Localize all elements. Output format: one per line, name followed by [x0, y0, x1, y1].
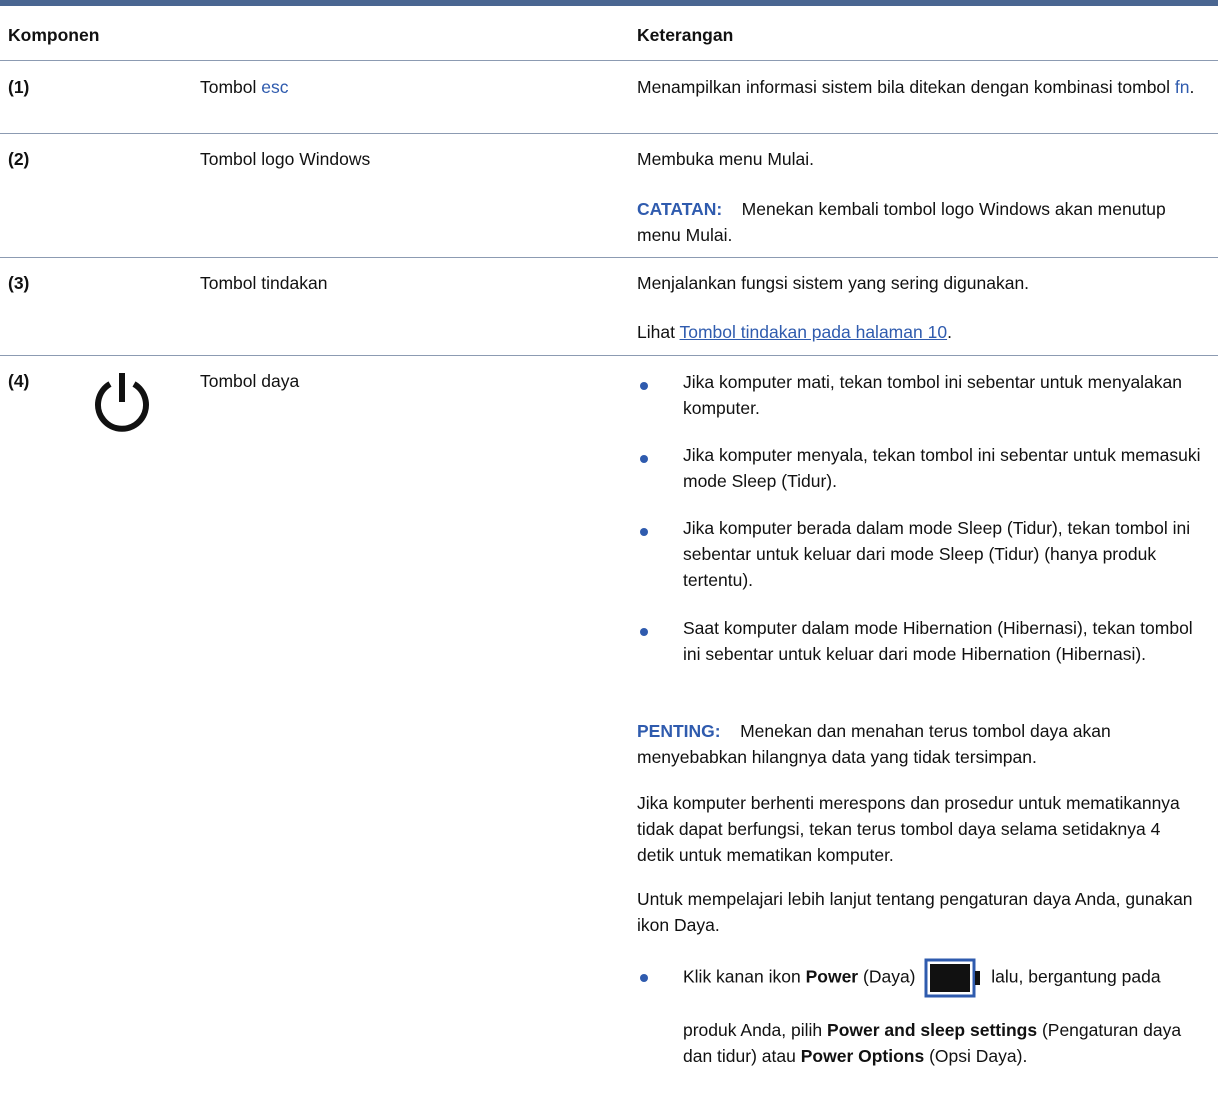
- see-prefix: Lihat: [637, 322, 675, 342]
- important-text: Menekan dan menahan terus tombol daya akan menyebabkan hilangnya data yang tidak tersimpan.: [637, 721, 1111, 767]
- cross-reference-link[interactable]: Tombol tindakan pada halaman 10: [679, 322, 948, 342]
- component-description: Membuka menu Mulai.: [637, 149, 815, 169]
- row-divider: [0, 355, 1218, 356]
- key-fn: fn: [1174, 77, 1190, 97]
- bullet-icon: [640, 382, 648, 390]
- list-item: Jika komputer berada dalam mode Sleep (Tidur), tekan tombol ini sebentar untuk keluar dari mode Sleep (Tidur) (hanya produk tertentu).: [683, 518, 1191, 590]
- table-top-rule: [0, 0, 1218, 6]
- component-description: Menjalankan fungsi sistem yang sering digunakan.: [637, 273, 1030, 293]
- list-item: Jika komputer menyala, tekan tombol ini sebentar untuk memasuki mode Sleep (Tidur).: [683, 445, 1201, 491]
- component-name: Tombol tindakan: [200, 273, 328, 293]
- row-number: (2): [8, 149, 30, 169]
- note-text: Menekan kembali tombol logo Windows akan menutup menu Mulai.: [637, 199, 1166, 245]
- header-divider: [0, 60, 1218, 61]
- header-description: Keterangan: [637, 25, 734, 45]
- component-name: Tombol daya: [200, 371, 300, 391]
- component-label: Tombol: [200, 77, 257, 97]
- text: produk Anda, pilih: [683, 1020, 823, 1040]
- list-item: Jika komputer mati, tekan tombol ini sebentar untuk menyalakan komputer.: [683, 372, 1183, 418]
- text: (Opsi Daya).: [929, 1046, 1028, 1066]
- key-esc: esc: [261, 77, 289, 97]
- important-notice: [637, 718, 1197, 770]
- note-label: CATATAN:: [637, 199, 723, 219]
- text: Klik kanan ikon: [683, 966, 801, 987]
- see-reference: [637, 319, 1197, 345]
- bullet-icon: [640, 628, 648, 636]
- row-number: (4): [8, 371, 30, 391]
- battery-icon: [924, 958, 982, 998]
- text: (Daya): [863, 966, 916, 987]
- power-icon: [90, 370, 154, 436]
- list-item-power: [683, 958, 1203, 998]
- component-description: [637, 74, 1197, 100]
- bullet-icon: [640, 528, 648, 536]
- important-label: PENTING:: [637, 721, 721, 741]
- text: (Pengaturan daya dan tidur) atau: [683, 1020, 1182, 1066]
- bullet-icon: [640, 455, 648, 463]
- description-suffix: .: [1189, 77, 1195, 97]
- description-text: Menampilkan informasi sistem bila ditekan dengan kombinasi tombol: [637, 77, 1171, 97]
- header-component: Komponen: [8, 25, 100, 45]
- bold-term: Power: [805, 966, 859, 987]
- row-divider: [0, 133, 1218, 134]
- text: lalu, bergantung pada: [991, 966, 1161, 987]
- list-item-continuation: [683, 1017, 1203, 1069]
- row-number: (1): [8, 77, 30, 97]
- row-number: (3): [8, 273, 30, 293]
- note: [637, 196, 1197, 248]
- see-suffix: .: [947, 322, 952, 342]
- row-divider: [0, 257, 1218, 258]
- paragraph: Jika komputer berhenti merespons dan prosedur untuk mematikannya tidak dapat berfungsi, tekan terus tombol daya selama setidaknya 4 detik untuk mematikan komputer.: [637, 793, 1180, 865]
- component-name: Tombol logo Windows: [200, 149, 371, 169]
- component-name: [200, 74, 289, 100]
- paragraph: Untuk mempelajari lebih lanjut tentang pengaturan daya Anda, gunakan ikon Daya.: [637, 889, 1193, 935]
- bold-term: Power Options: [800, 1046, 925, 1066]
- list-item: Saat komputer dalam mode Hibernation (Hibernasi), tekan tombol ini sebentar untuk keluar dari mode Hibernation (Hibernasi).: [683, 618, 1193, 664]
- bullet-icon: [640, 974, 648, 982]
- bold-term: Power and sleep settings: [827, 1020, 1038, 1040]
